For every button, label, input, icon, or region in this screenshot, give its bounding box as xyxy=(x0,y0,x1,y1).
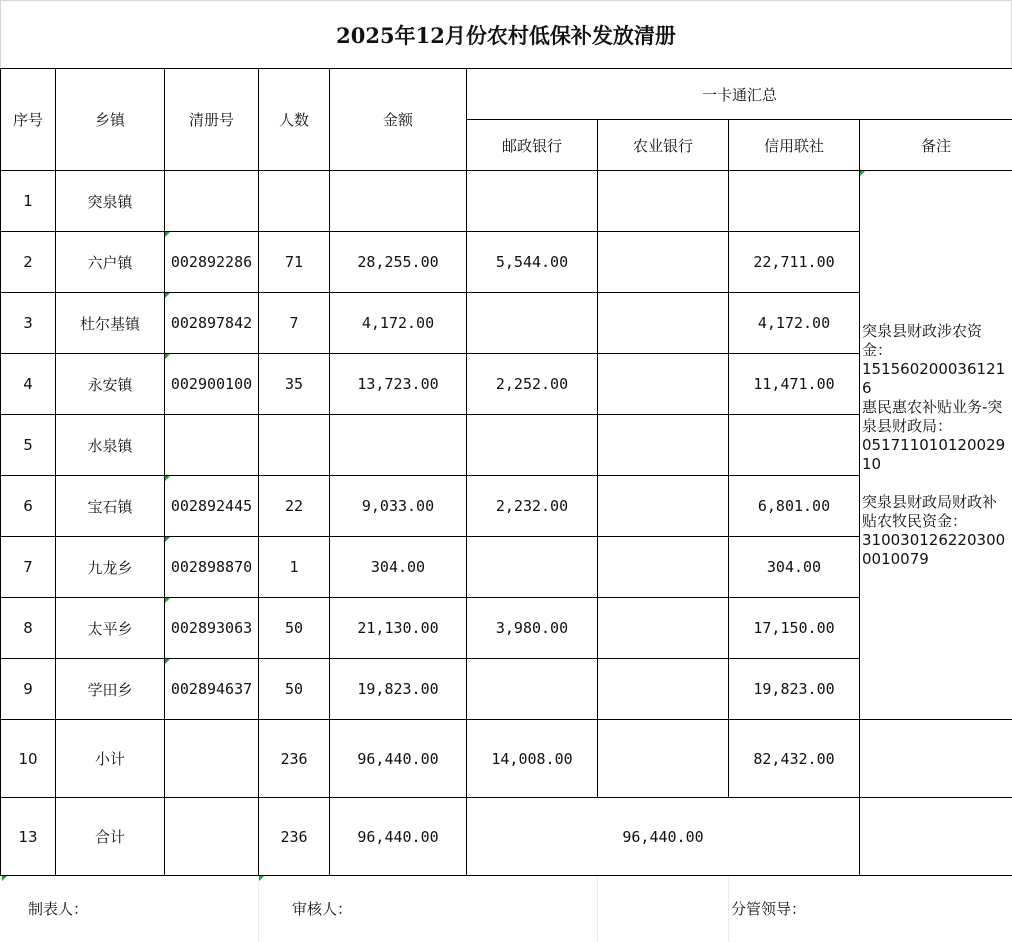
cell-postal[interactable] xyxy=(467,659,598,720)
cell-postal[interactable] xyxy=(467,537,598,598)
remark-line: 3100301262203000010079 xyxy=(862,530,1006,568)
cell-index[interactable]: 4 xyxy=(1,354,56,415)
cell-index[interactable]: 6 xyxy=(1,476,56,537)
cell-postal[interactable]: 2,252.00 xyxy=(467,354,598,415)
cell-town[interactable]: 永安镇 xyxy=(56,354,165,415)
cell-postal[interactable] xyxy=(467,293,598,354)
total-remark[interactable] xyxy=(860,798,1012,876)
cell-amount[interactable]: 304.00 xyxy=(330,537,467,598)
cell-index[interactable]: 3 xyxy=(1,293,56,354)
total-card-amount[interactable]: 96,440.00 xyxy=(467,798,860,876)
remark-line: 突泉县财政涉农资金： xyxy=(862,321,983,359)
cell-list-no[interactable]: 002892286 xyxy=(165,232,259,293)
cell-credit[interactable]: 11,471.00 xyxy=(729,354,860,415)
cell-credit[interactable]: 304.00 xyxy=(729,537,860,598)
cell-amount[interactable] xyxy=(330,415,467,476)
total-label[interactable]: 合计 xyxy=(56,798,165,876)
cell-amount[interactable]: 13,723.00 xyxy=(330,354,467,415)
cell-town[interactable]: 宝石镇 xyxy=(56,476,165,537)
cell-people[interactable]: 22 xyxy=(259,476,330,537)
cell-people[interactable]: 50 xyxy=(259,659,330,720)
gridline xyxy=(258,876,259,942)
cell-index[interactable]: 5 xyxy=(1,415,56,476)
signature-footer xyxy=(0,876,1012,942)
cell-agri[interactable] xyxy=(598,659,729,720)
cell-list-no[interactable] xyxy=(165,798,259,876)
cell-index[interactable]: 1 xyxy=(1,171,56,232)
cell-postal[interactable] xyxy=(467,171,598,232)
cell-remark[interactable] xyxy=(860,171,1012,720)
gridline xyxy=(597,876,598,942)
cell-list-no[interactable]: 002898870 xyxy=(165,537,259,598)
subtotal-row xyxy=(1,720,1012,798)
cell-amount[interactable]: 28,255.00 xyxy=(330,232,467,293)
header-card-summary[interactable]: 一卡通汇总 xyxy=(467,69,1012,120)
header-agri-bank[interactable]: 农业银行 xyxy=(598,120,729,171)
cell-agri[interactable] xyxy=(598,415,729,476)
cell-people[interactable] xyxy=(259,171,330,232)
header-list-no[interactable]: 清册号 xyxy=(165,69,259,171)
header-town[interactable]: 乡镇 xyxy=(56,69,165,171)
subtotal-agri[interactable] xyxy=(598,720,729,798)
remark-line: 惠民惠农补贴业务-突泉县财政局： xyxy=(862,397,1003,435)
total-amount[interactable]: 96,440.00 xyxy=(330,798,467,876)
cell-town[interactable]: 水泉镇 xyxy=(56,415,165,476)
header-index[interactable]: 序号 xyxy=(1,69,56,171)
table-row xyxy=(1,171,1012,232)
cell-agri[interactable] xyxy=(598,232,729,293)
cell-town[interactable]: 太平乡 xyxy=(56,598,165,659)
cell-town[interactable]: 九龙乡 xyxy=(56,537,165,598)
header-remark[interactable]: 备注 xyxy=(860,120,1012,171)
header-postal-bank[interactable]: 邮政银行 xyxy=(467,120,598,171)
total-people[interactable]: 236 xyxy=(259,798,330,876)
cell-amount[interactable]: 4,172.00 xyxy=(330,293,467,354)
header-credit-union[interactable]: 信用联社 xyxy=(729,120,860,171)
cell-list-no[interactable] xyxy=(165,171,259,232)
remark-line: 0517110101200291​0 xyxy=(862,435,1006,473)
remark-line: 突泉县财政局财政补贴农牧民资金： xyxy=(862,492,998,530)
cell-index[interactable]: 10 xyxy=(1,720,56,798)
cell-list-no[interactable] xyxy=(165,720,259,798)
cell-postal[interactable]: 3,980.00 xyxy=(467,598,598,659)
cell-agri[interactable] xyxy=(598,598,729,659)
cell-credit[interactable] xyxy=(729,171,860,232)
reviewer-label[interactable]: 审核人： xyxy=(292,900,353,918)
cell-amount[interactable]: 9,033.00 xyxy=(330,476,467,537)
gridline xyxy=(728,876,729,942)
subtotal-amount[interactable]: 96,440.00 xyxy=(330,720,467,798)
cell-agri[interactable] xyxy=(598,354,729,415)
cell-list-no[interactable]: 002894637 xyxy=(165,659,259,720)
cell-credit[interactable]: 4,172.00 xyxy=(729,293,860,354)
cell-index[interactable]: 7 xyxy=(1,537,56,598)
page-title: 2025年12月份农村低保补发放清册 xyxy=(336,23,676,48)
distribution-table xyxy=(0,68,1012,876)
cell-amount[interactable] xyxy=(330,171,467,232)
subtotal-credit[interactable]: 82,432.00 xyxy=(729,720,860,798)
cell-people[interactable]: 71 xyxy=(259,232,330,293)
cell-index[interactable]: 9 xyxy=(1,659,56,720)
maker-label[interactable]: 制表人： xyxy=(28,900,89,918)
subtotal-postal[interactable]: 14,008.00 xyxy=(467,720,598,798)
total-row xyxy=(1,798,1012,876)
cell-list-no[interactable] xyxy=(165,415,259,476)
cell-postal[interactable]: 2,232.00 xyxy=(467,476,598,537)
cell-index[interactable]: 8 xyxy=(1,598,56,659)
cell-postal[interactable]: 5,544.00 xyxy=(467,232,598,293)
cell-people[interactable]: 1 xyxy=(259,537,330,598)
comment-marker xyxy=(2,876,7,881)
cell-agri[interactable] xyxy=(598,293,729,354)
cell-list-no[interactable]: 002893063 xyxy=(165,598,259,659)
cell-list-no[interactable]: 002900100 xyxy=(165,354,259,415)
cell-people[interactable]: 50 xyxy=(259,598,330,659)
cell-agri[interactable] xyxy=(598,537,729,598)
cell-credit[interactable]: 22,711.00 xyxy=(729,232,860,293)
cell-town[interactable]: 杜尔基镇 xyxy=(56,293,165,354)
cell-index[interactable]: 2 xyxy=(1,232,56,293)
cell-agri[interactable] xyxy=(598,476,729,537)
cell-people[interactable]: 7 xyxy=(259,293,330,354)
cell-town[interactable]: 六户镇 xyxy=(56,232,165,293)
subtotal-label[interactable]: 小计 xyxy=(56,720,165,798)
cell-amount[interactable]: 19,823.00 xyxy=(330,659,467,720)
cell-people[interactable]: 35 xyxy=(259,354,330,415)
header-amount[interactable]: 金额 xyxy=(330,69,467,171)
subtotal-people[interactable]: 236 xyxy=(259,720,330,798)
cell-credit[interactable]: 17,150.00 xyxy=(729,598,860,659)
cell-credit[interactable] xyxy=(729,415,860,476)
cell-agri[interactable] xyxy=(598,171,729,232)
cell-list-no[interactable]: 002892445 xyxy=(165,476,259,537)
remark-line xyxy=(862,474,1010,493)
cell-town[interactable]: 突泉镇 xyxy=(56,171,165,232)
cell-index[interactable]: 13 xyxy=(1,798,56,876)
cell-credit[interactable]: 6,801.00 xyxy=(729,476,860,537)
cell-list-no[interactable]: 002897842 xyxy=(165,293,259,354)
cell-town[interactable]: 学田乡 xyxy=(56,659,165,720)
comment-marker xyxy=(259,876,264,881)
header-people[interactable]: 人数 xyxy=(259,69,330,171)
cell-people[interactable] xyxy=(259,415,330,476)
cell-credit[interactable]: 19,823.00 xyxy=(729,659,860,720)
remark-line: 1515602000361216 xyxy=(862,359,1006,397)
cell-postal[interactable] xyxy=(467,415,598,476)
subtotal-remark[interactable] xyxy=(860,720,1012,798)
leader-label[interactable]: 分管领导： xyxy=(731,900,807,918)
cell-amount[interactable]: 21,130.00 xyxy=(330,598,467,659)
